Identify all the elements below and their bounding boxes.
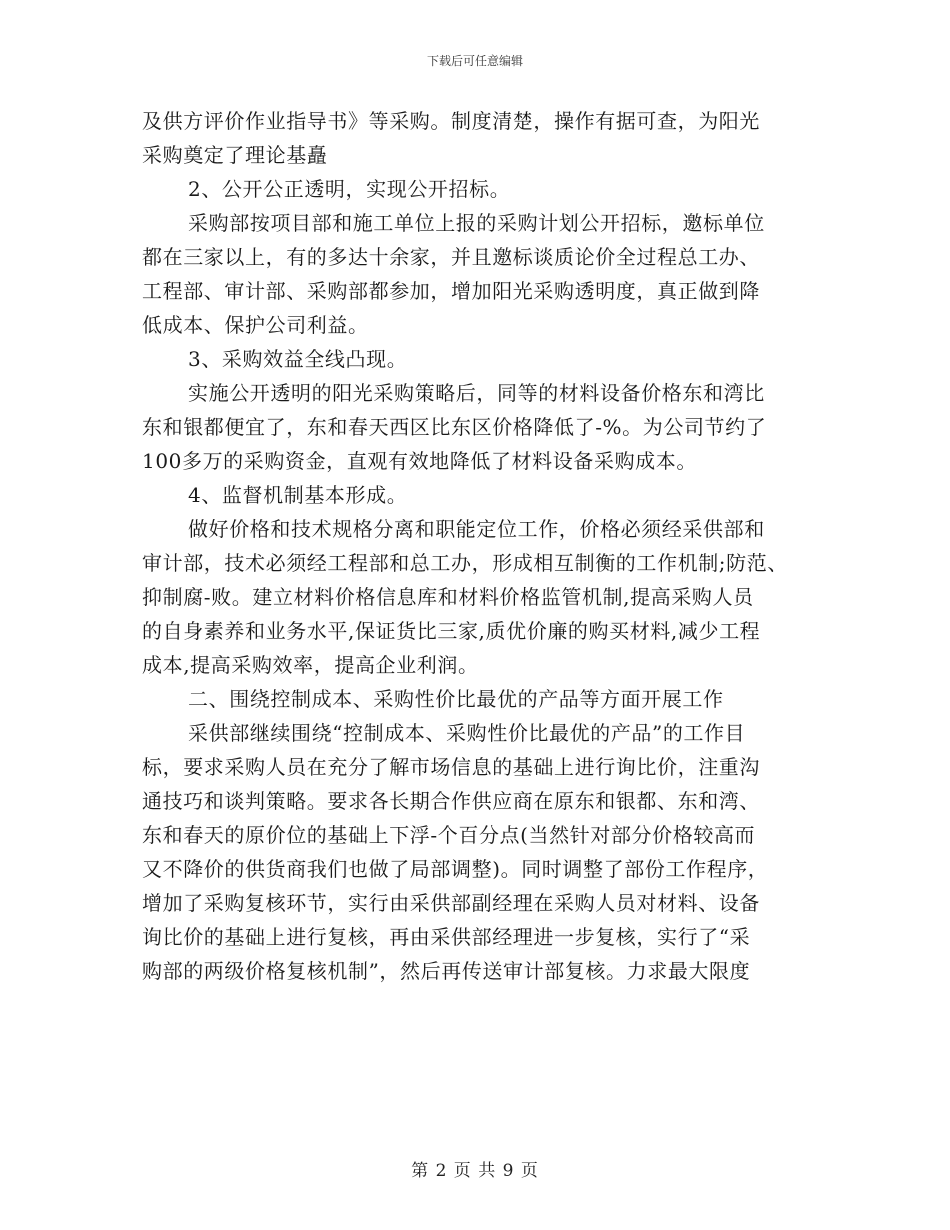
text-line: 标，要求采购人员在充分了解市场信息的基础上进行询比价，注重沟 [142, 755, 760, 779]
text-line: 购部的两级价格复核机制”，然后再传送审计部复核。力求最大限度 [142, 959, 751, 983]
page-header-note: 下载后可任意编辑 [426, 54, 523, 68]
text-line: 通技巧和谈判策略。要求各长期合作供应商在原东和银都、东和湾、 [142, 789, 760, 813]
text-line: 抑制腐-败。建立材料价格信息库和材料价格监管机制,提高采购人员 [142, 585, 754, 609]
text-line: 的自身素养和业务水平,保证货比三家,质优价廉的购买材料,减少工程 [142, 619, 761, 643]
text-line: 2、公开公正透明，实现公开招标。 [188, 177, 511, 201]
text-line: 东和银都便宜了，东和春天西区比东区价格降低了-%。为公司节约了 [142, 415, 767, 439]
text-line: 100多万的采购资金，直观有效地降低了材料设备采购成本。 [142, 449, 697, 473]
text-line: 工程部、审计部、采购部都参加，增加阳光采购透明度，真正做到降 [142, 279, 760, 303]
text-line: 采购部按项目部和施工单位上报的采购计划公开招标，邀标单位 [188, 211, 765, 235]
text-line: 4、监督机制基本形成。 [188, 483, 408, 507]
document-body [142, 104, 810, 988]
text-line: 询比价的基础上进行复核，再由采供部经理进一步复核，实行了“采 [142, 925, 751, 949]
text-line: 采购奠定了理论基矗 [142, 143, 328, 167]
text-line: 又不降价的供货商我们也做了局部调整)。同时调整了部份工作程序， [142, 857, 769, 881]
text-line: 都在三家以上，有的多达十余家，并且邀标谈质论价全过程总工办、 [142, 245, 760, 269]
text-line: 审计部，技术必须经工程部和总工办，形成相互制衡的工作机制;防范、 [142, 551, 788, 575]
text-line: 东和春天的原价位的基础上下浮-个百分点(当然针对部分价格较高而 [142, 823, 756, 847]
text-line: 做好价格和技术规格分离和职能定位工作，价格必须经采供部和 [188, 517, 765, 541]
text-line: 实施公开透明的阳光采购策略后，同等的材料设备价格东和湾比 [188, 381, 765, 405]
text-line: 增加了采购复核环节，实行由采供部副经理在采购人员对材料、设备 [142, 891, 760, 915]
page-number-footer: 第 2 页 共 9 页 [411, 1161, 539, 1181]
text-line: 及供方评价作业指导书》等采购。制度清楚，操作有据可查，为阳光 [142, 109, 760, 133]
text-line: 采供部继续围绕“控制成本、采购性价比最优的产品”的工作目 [188, 721, 746, 745]
text-line: 3、采购效益全线凸现。 [188, 347, 408, 371]
text-line: 二、围绕控制成本、采购性价比最优的产品等方面开展工作 [188, 687, 724, 711]
text-line: 成本,提高采购效率，提高企业利润。 [142, 653, 479, 677]
text-line: 低成本、保护公司利益。 [142, 313, 369, 337]
